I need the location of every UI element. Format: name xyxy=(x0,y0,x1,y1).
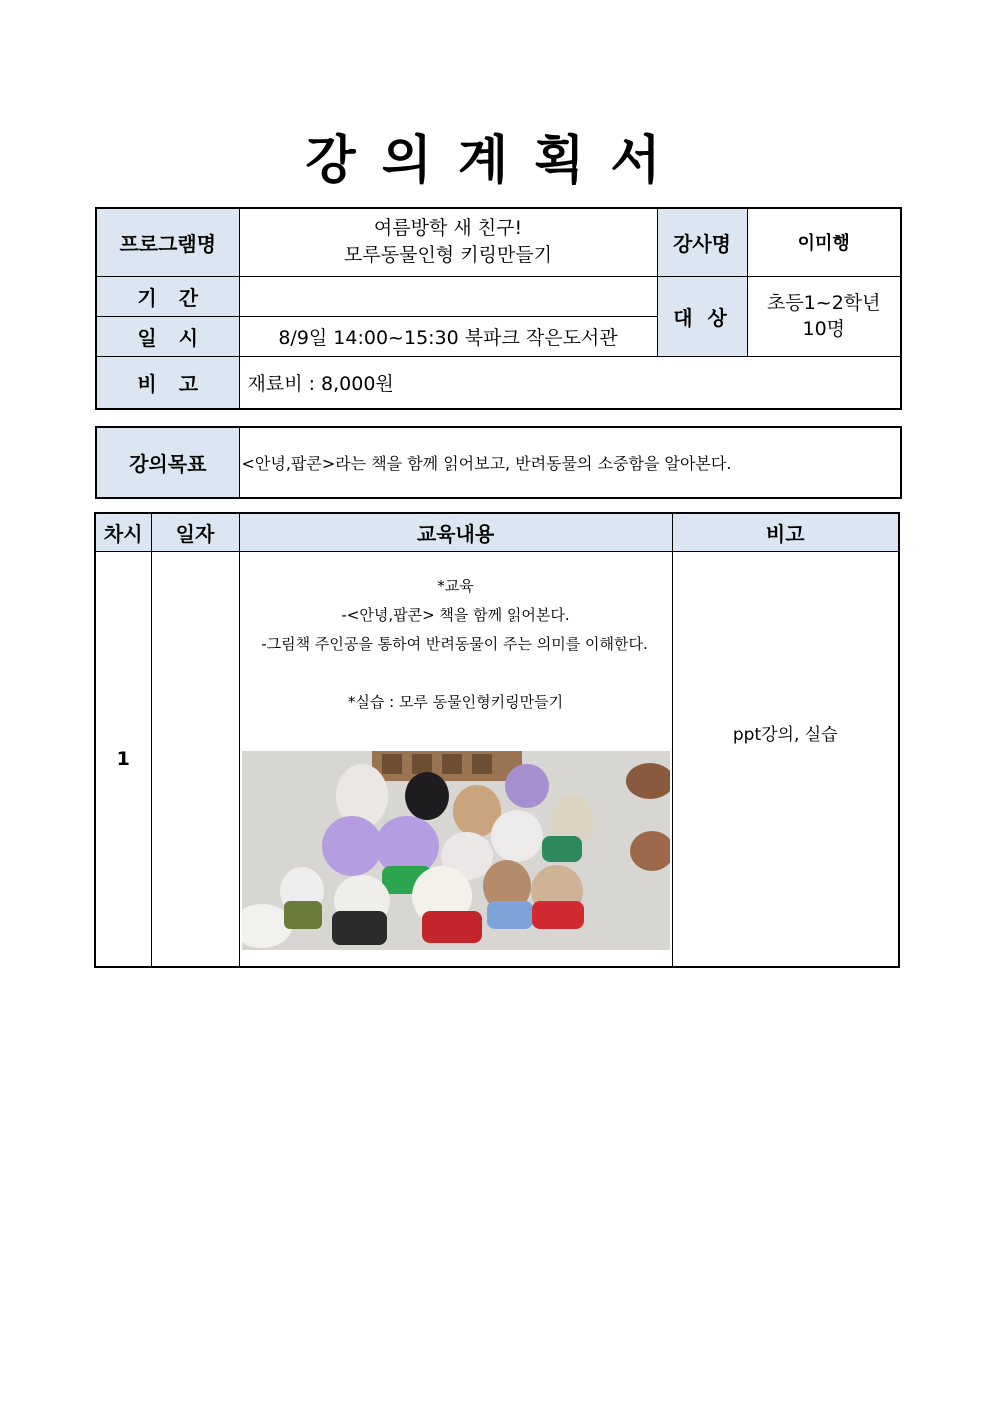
table-row xyxy=(95,551,899,967)
header-date: 일자 xyxy=(151,513,239,551)
header-note: 비고 xyxy=(672,513,899,551)
plush-keyrings-photo xyxy=(242,751,670,950)
program-info-table xyxy=(95,207,902,410)
content-line-1: *교육 xyxy=(437,576,474,595)
program-name-line1: 여름방학 새 친구! xyxy=(373,217,523,240)
header-session: 차시 xyxy=(95,513,151,551)
program-name xyxy=(239,208,657,276)
session-note: ppt강의, 실습 xyxy=(672,551,899,967)
target-count: 10명 xyxy=(802,318,846,340)
page-title: 강의계획서 xyxy=(305,131,687,191)
session-date xyxy=(151,551,239,967)
schedule-header-row xyxy=(95,513,899,551)
content-line-3: -그림책 주인공을 통하여 반려동물이 주는 의미를 이해한다. xyxy=(261,634,648,653)
datetime-value: 8/9일 14:00~15:30 북파크 작은도서관 xyxy=(239,316,657,356)
goal-label: 강의목표 xyxy=(96,427,239,498)
target-value xyxy=(747,276,901,356)
program-label: 프로그램명 xyxy=(96,208,239,276)
schedule-table xyxy=(94,512,900,968)
target-grade: 초등1~2학년 xyxy=(766,292,881,314)
content-line-2: -<안녕,팝콘> 책을 함께 읽어본다. xyxy=(341,605,570,624)
goal-value: <안녕,팝콘>라는 책을 함께 읽어보고, 반려동물의 소중함을 알아본다. xyxy=(239,427,901,498)
content-line-5: *실습 : 모루 동물인형키링만들기 xyxy=(347,692,564,711)
period-value xyxy=(239,276,657,316)
note-value: 재료비 : 8,000원 xyxy=(239,356,901,409)
header-content: 교육내용 xyxy=(239,513,672,551)
goal-table xyxy=(95,426,902,499)
instructor-label: 강사명 xyxy=(657,208,747,276)
instructor-value: 이미행 xyxy=(747,208,901,276)
session-content xyxy=(239,551,672,967)
program-name-line2: 모루동물인형 키링만들기 xyxy=(344,244,552,267)
period-label: 기간 xyxy=(96,276,239,316)
note-label: 비고 xyxy=(96,356,239,409)
content-line-4 xyxy=(240,659,672,688)
target-label: 대 상 xyxy=(657,276,747,356)
datetime-label: 일시 xyxy=(96,316,239,356)
session-number: 1 xyxy=(95,551,151,967)
